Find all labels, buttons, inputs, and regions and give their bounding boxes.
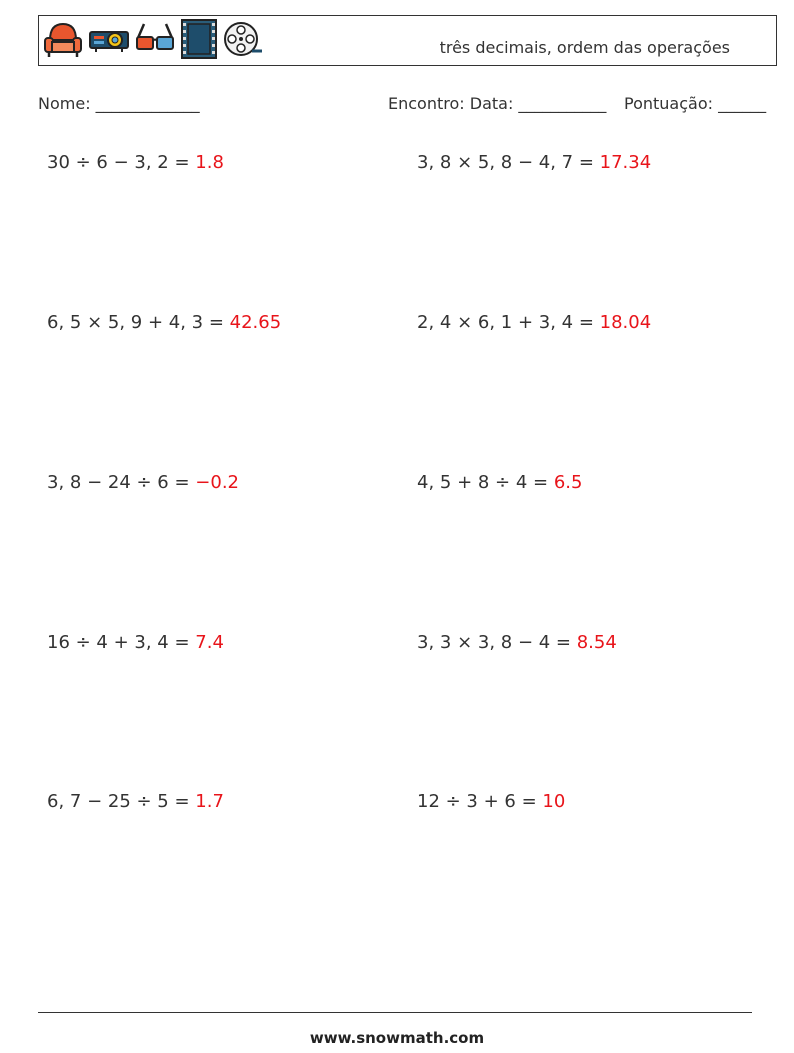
- problem-item: [417, 791, 565, 812]
- icon-row: [42, 19, 268, 63]
- problem-answer: 42.65: [229, 312, 282, 333]
- 3d-glasses-icon: [134, 18, 176, 64]
- problem-item: [417, 472, 582, 493]
- problem-item: [417, 312, 651, 333]
- meeting-date-label: Encontro: Data: ___________: [388, 94, 607, 113]
- film-strip-icon: [180, 18, 218, 64]
- problem-answer: 10: [542, 791, 566, 812]
- problem-expression: 3, 8 × 5, 8 − 4, 7 =: [417, 152, 600, 173]
- problem-answer: 6.5: [553, 472, 583, 493]
- footer-divider: [38, 1012, 752, 1013]
- problem-answer: 8.54: [576, 632, 617, 653]
- problem-answer: −0.2: [195, 472, 239, 493]
- problem-item: [47, 791, 224, 812]
- problem-answer: 1.8: [195, 152, 224, 173]
- worksheet-header: [38, 15, 777, 66]
- problem-expression: 3, 3 × 3, 8 − 4 =: [417, 632, 577, 653]
- projector-icon: [88, 18, 130, 64]
- worksheet-title: três decimais, ordem das operações: [439, 38, 730, 57]
- film-reel-icon: [222, 18, 264, 64]
- problem-item: [417, 632, 617, 653]
- problem-expression: 12 ÷ 3 + 6 =: [417, 791, 543, 812]
- problem-item: [47, 472, 239, 493]
- problem-expression: 30 ÷ 6 − 3, 2 =: [47, 152, 196, 173]
- problem-answer: 18.04: [599, 312, 652, 333]
- problem-item: [47, 312, 281, 333]
- armchair-icon: [42, 18, 84, 64]
- problem-item: [47, 152, 224, 173]
- problem-answer: 1.7: [195, 791, 224, 812]
- problem-item: [417, 152, 651, 173]
- problem-expression: 3, 8 − 24 ÷ 6 =: [47, 472, 196, 493]
- name-field-label: Nome: _____________: [38, 94, 200, 113]
- score-label: Pontuação: ______: [624, 94, 767, 113]
- problem-answer: 17.34: [599, 152, 652, 173]
- problem-expression: 16 ÷ 4 + 3, 4 =: [47, 632, 196, 653]
- problem-answer: 7.4: [195, 632, 224, 653]
- problem-expression: 4, 5 + 8 ÷ 4 =: [417, 472, 554, 493]
- problem-expression: 6, 5 × 5, 9 + 4, 3 =: [47, 312, 230, 333]
- problem-expression: 6, 7 − 25 ÷ 5 =: [47, 791, 196, 812]
- problem-item: [47, 632, 224, 653]
- footer-url: www.snowmath.com: [309, 1029, 485, 1047]
- problem-expression: 2, 4 × 6, 1 + 3, 4 =: [417, 312, 600, 333]
